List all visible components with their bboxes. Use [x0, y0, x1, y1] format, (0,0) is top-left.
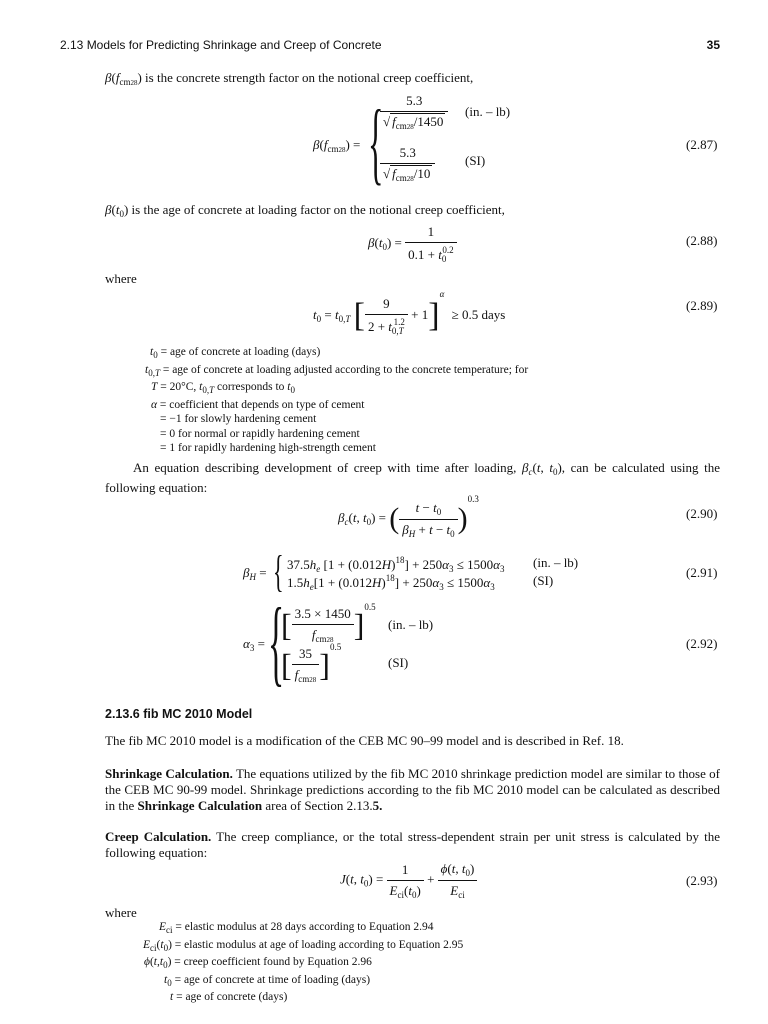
eq-2-91-brace: {: [273, 547, 284, 596]
paragraph-age-factor: $\beta(t_0)$ is the age of concrete at loading factor on the notional creep coefficient,: [105, 202, 505, 219]
eq-2-87-case2: $\frac{5.3}{√ f_{cm28}/10}$: [380, 145, 435, 183]
def-t0-2: $t_0$ = age of concrete at time of loading (days): [164, 973, 371, 988]
eq-2-91-number: (2.91): [686, 565, 718, 580]
eq-2-93-plus: +: [427, 871, 435, 887]
shrinkage-text: The equations utilized by the fib MC 2010 shrinkage prediction model are similar to those of the CEB MC 90-99 model. Shrinkage predictions according to the fib MC 2010 model can be calculated as described in the: [105, 766, 721, 813]
eq-2-87-case1: $\frac{5.3}{√ f_{cm28}/1450}$: [380, 93, 448, 131]
shrinkage-label: Shrinkage Calculation.: [105, 766, 233, 781]
eq-2-91-line1: $37.5h_e$ $[1 + (0.012H)^{18}] + 250\alpha_3 \le 1500\alpha_3$: [287, 555, 505, 574]
running-header: [60, 38, 720, 52]
eq-2-89-plus: + 1: [411, 307, 429, 322]
paragraph-creep: [105, 829, 720, 861]
eq-2-92-brace: {: [268, 588, 285, 695]
eq-2-92-lhs: $\alpha_3$ =: [243, 636, 265, 653]
eq-2-87-num2: 5.3: [380, 145, 435, 164]
eq-2-92-unit2: (SI): [388, 655, 409, 670]
section-title: 2.13 Models for Predicting Shrinkage and Creep of Concrete: [60, 38, 382, 52]
page-number: 35: [706, 38, 720, 52]
eq-2-92-num2: 35: [292, 646, 320, 665]
definitions-list-1: [145, 345, 528, 456]
eq-2-87-brace: {: [368, 91, 384, 193]
creep-label: Creep Calculation.: [105, 829, 212, 844]
shrinkage-section-bold: 5.: [372, 798, 383, 813]
eq-2-87-num1: 5.3: [380, 93, 448, 112]
paragraph-strength-factor: $\beta(f_{cm28})$ is the concrete strength factor on the notional creep coefficient,: [105, 70, 474, 87]
def-t0T: $t_{0,T}$ = age of concrete at loading adjusted according to the concrete temperature; for: [145, 363, 529, 378]
def-t0T-cont: T = 20°C, $t_{0,T}$ corresponds to $t_0$: [151, 381, 295, 395]
eq-2-92-number: (2.92): [686, 636, 718, 651]
eq-2-88-number: (2.88): [686, 233, 718, 248]
eq-2-92-case1: [ $\frac{3.5 \times 1450}{f_{cm28}}$ ]$^{0.5}$: [281, 602, 376, 645]
eq-2-91-lhs: $\beta_H$ =: [243, 565, 267, 582]
def-alpha-2: = 0 for normal or rapidly hardening cement: [160, 427, 360, 440]
eq-2-91-unit1: (in. – lb): [533, 555, 579, 570]
def-alpha: α = coefficient that depends on type of cement: [151, 398, 365, 411]
def-t0: $t_0$ = age of concrete at loading (days): [150, 346, 321, 360]
eq-2-88-num: 1: [405, 224, 456, 243]
eq-2-87-unit1: (in. – lb): [465, 104, 511, 119]
paragraph-fib-intro: The fib MC 2010 model is a modification of the CEB MC 90–99 model and is described in Ref. 18.: [105, 733, 624, 748]
def-phi: $\phi(t,t_0)$ = creep coefficient found by Equation 2.96: [144, 956, 372, 970]
definitions-list-2: [143, 920, 463, 1005]
paragraph-shrinkage: [105, 766, 720, 814]
eq-2-87-number: (2.87): [686, 137, 718, 152]
eq-2-87-unit2: (SI): [465, 153, 486, 168]
eq-2-93-number: (2.93): [686, 873, 718, 888]
def-eci: $E_{ci}$ = elastic modulus at 28 days according to Equation 2.94: [159, 921, 434, 935]
def-alpha-1: = −1 for slowly hardening cement: [160, 413, 317, 425]
eq-2-89: $t_0 = t_{0,T}$ [ $\frac{9}{2 + t_{0,T}^{1.2}}$ + 1]$^\alpha$ ≥ 0.5 days: [313, 289, 506, 337]
eq-2-88: $\beta(t_0)$ = $\frac{1}{0.1 + t_0^{0.2}}$: [368, 224, 457, 264]
eq-2-90-exp: 0.3: [467, 494, 479, 504]
eq-2-89-num: 9: [365, 296, 408, 315]
def-eci-t0: $E_{ci}(t_0)$ = elastic modulus at age of loading according to Equation 2.95: [143, 938, 464, 953]
eq-2-89-rhs: ≥ 0.5 days: [451, 307, 506, 322]
eq-2-92-exp2: 0.5: [329, 642, 342, 652]
shrinkage-text2: area of Section 2.13.: [262, 798, 373, 813]
shrinkage-ref-bold: Shrinkage Calculation: [137, 798, 263, 813]
eq-2-90-number: (2.90): [686, 506, 718, 521]
eq-2-92-exp1: 0.5: [364, 602, 376, 612]
eq-2-92-unit1: (in. – lb): [388, 617, 434, 632]
def-t: t = age of concrete (days): [170, 991, 288, 1003]
eq-2-87-lhs: $\beta(f_{cm28})$ =: [313, 137, 361, 154]
eq-2-91-line2: $1.5h_e[1 + (0.012H)^{18}] + 250\alpha_3 \le 1500\alpha_3$: [287, 573, 495, 592]
paragraph-creep-development: An equation describing development of creep with time after loading, $\beta_c(t$, $t_0$), can be calculated using the following equation:: [105, 460, 720, 495]
eq-2-91-unit2: (SI): [533, 573, 554, 588]
eq-2-90: $\beta_c(t$, $t_0$) = ( $\frac{t - t_0}{\beta_H + t - t_0}$ )$^{0.3}$: [338, 494, 479, 539]
section-heading: 2.13.6 fib MC 2010 Model: [105, 707, 253, 721]
eq-2-93-num1: 1: [387, 862, 424, 881]
where-label-2: where: [105, 905, 137, 920]
where-label-1: where: [105, 271, 137, 286]
creep-text: The creep compliance, or the total stress-dependent strain per unit stress is calculated by the following equation:: [105, 829, 720, 860]
eq-2-89-number: (2.89): [686, 298, 718, 313]
eq-2-92-num1: 3.5 × 1450: [292, 606, 354, 625]
eq-2-92-case2: [ $\frac{35}{f_{cm28}}$ ]$^{0.5}$: [281, 642, 342, 685]
def-alpha-3: = 1 for rapidly hardening high-strength cement: [160, 442, 376, 454]
eq-2-93: J(t, $t_0$) = $\frac{1}{E_{ci}(t_0)}$ + $\frac{\phi(t, t_0)}{E_{ci}}$: [340, 861, 477, 900]
